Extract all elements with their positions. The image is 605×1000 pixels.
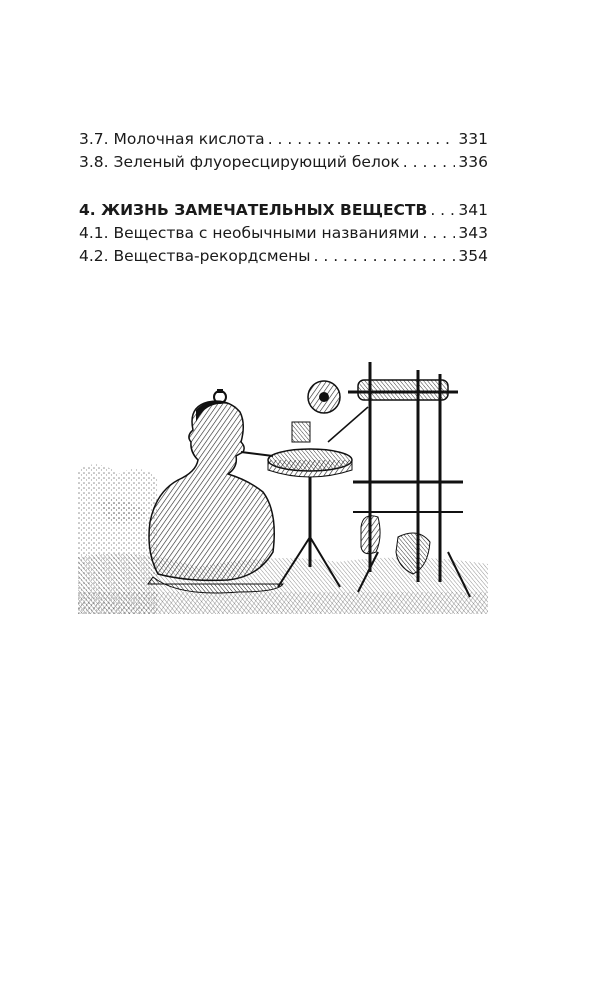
gear-table [268,381,352,587]
toc-entry-4-1[interactable] [79,222,488,245]
dot-leader [422,222,455,245]
toc-chapter-heading[interactable] [79,199,488,222]
toc-section-3 [79,128,488,174]
dot-leader [403,151,456,174]
dot-leader [314,245,456,268]
toc-entry-title: 4.1. Вещества с необычными названиями [79,224,420,242]
toc-chapter-title: 4. ЖИЗНЬ ЗАМЕЧАТЕЛЬНЫХ ВЕЩЕСТВ [79,201,428,219]
toc-entry-4-2[interactable] [79,245,488,268]
dot-leader [268,128,456,151]
toc-entry-3-8[interactable] [79,151,488,174]
dot-leader [430,199,455,222]
toc-page-number: 343 [458,224,488,242]
toc-entry-title: 3.7. Молочная кислота [79,130,265,148]
toc-entry-title: 4.2. Вещества-рекордсмены [79,247,311,265]
toc-page-number: 336 [458,153,488,171]
tube [241,452,273,456]
toc-chapter-4 [79,199,488,268]
toc-page-number: 341 [458,201,488,219]
bust-figure [148,389,283,593]
toc-entry-3-7[interactable] [79,128,488,151]
toc-page-number: 354 [458,247,488,265]
toc-page-number: 331 [458,130,488,148]
engraving-illustration [78,352,488,614]
toc-entry-title: 3.8. Зеленый флуоресцирующий белок [79,153,400,171]
